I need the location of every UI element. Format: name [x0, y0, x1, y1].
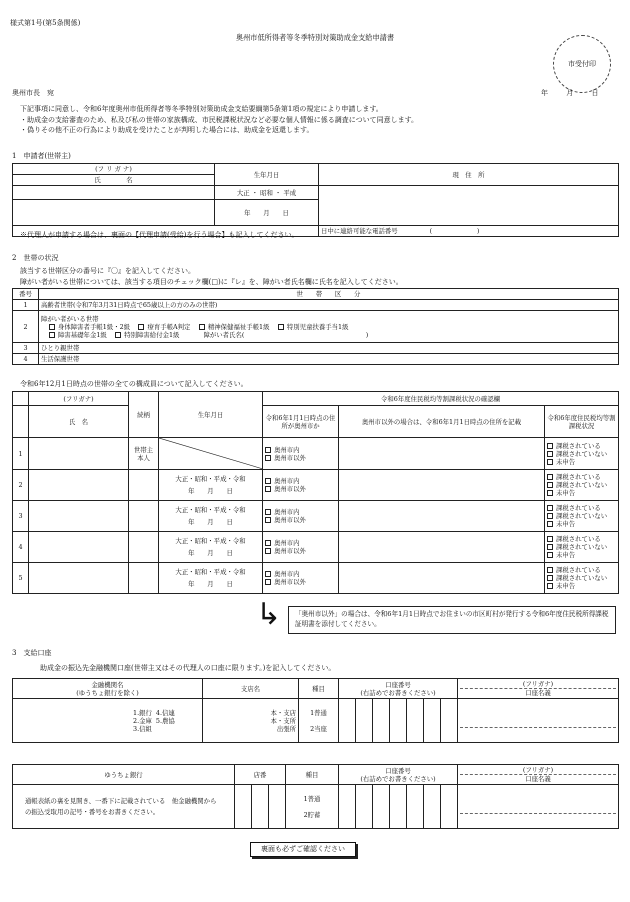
bank-type[interactable]: 5.農協	[155, 716, 175, 725]
row-number[interactable]: 4	[13, 354, 39, 365]
yucho-account-hint: (右詰めでお書きください)	[360, 774, 436, 783]
see-reverse-notice: 裏面も必ずご確認ください	[250, 842, 356, 857]
outside-address-question: 奥州市以外の場合は、令和6年1月1日時点の住所を記載	[339, 406, 545, 438]
status-taxed: 課税されている	[556, 441, 601, 450]
bank-account-table	[12, 678, 619, 743]
member-row-number: 4	[13, 532, 29, 563]
yucho-holder-label: 口座名義	[525, 775, 551, 783]
address-label: 現 住 所	[319, 164, 619, 186]
household-type-table	[12, 288, 619, 365]
member-furigana-label: (フリガナ)	[29, 392, 129, 406]
arrow-icon: ↳	[256, 597, 282, 632]
status-options	[545, 563, 619, 594]
yucho-holder-input[interactable]	[458, 785, 619, 829]
check-label: 療育手帳A判定	[147, 322, 191, 331]
option-in: 奥州市内	[274, 508, 300, 516]
ymd-label: 年 月 日	[188, 487, 233, 495]
member-name-input[interactable]	[29, 563, 129, 594]
checkbox[interactable]	[547, 451, 553, 457]
branch-type[interactable]: 本・支店	[270, 708, 296, 717]
holder-label: 口座名義	[525, 689, 551, 697]
member-dob-label: 生年月日	[159, 392, 263, 438]
member-dob[interactable]	[159, 532, 263, 563]
yucho-table	[12, 764, 619, 829]
page-title: 奥州市低所得者等冬季特別対策助成金支給申請書	[235, 33, 395, 42]
instruction-line: 障がい者がいる世帯については、該当する項目のチェック欄(□)に『レ』を、障がい者氏名欄に氏名を記入してください。	[20, 277, 403, 286]
checkbox[interactable]	[138, 324, 144, 330]
store-digit[interactable]	[269, 785, 286, 829]
era-options: 大正・昭和・平成・令和	[175, 537, 246, 545]
stamp-label: 市受付印	[568, 59, 596, 68]
section3-intro: 助成金の振込先金融機関口座(世帯主又はその代理人の口座に限ります。)を記入してください。	[40, 664, 336, 672]
bank-type-options	[133, 709, 200, 733]
store-number-label: 店番	[235, 765, 286, 785]
account-digit[interactable]	[441, 699, 458, 743]
status-undeclared: 未申告	[556, 520, 576, 528]
branch-label: 支店名	[203, 679, 299, 699]
bank-name-sub: (ゆうちょ銀行を除く)	[76, 688, 139, 697]
checkbox[interactable]	[547, 513, 553, 519]
checkbox[interactable]	[265, 478, 271, 484]
account-digit[interactable]	[424, 785, 441, 829]
option-out: 奥州市以外	[274, 547, 306, 555]
era-options[interactable]: 大正 ・ 昭和 ・ 平成	[215, 186, 319, 200]
checkbox[interactable]	[115, 332, 121, 338]
category-disabled	[39, 311, 619, 343]
row-number[interactable]: 2	[13, 311, 39, 343]
intro-text	[20, 104, 418, 136]
kind-label: 種目	[299, 679, 339, 699]
member-dob[interactable]	[159, 501, 263, 532]
col-number: 番号	[13, 289, 39, 300]
category-elderly: 高齢者世帯(令和7年3月31日時点で65歳以上の方のみの世帯)	[39, 300, 619, 311]
status-taxed: 課税されている	[556, 473, 601, 481]
account-number-header	[339, 679, 458, 699]
check-label: 身体障害者手帳1級・2級	[58, 322, 131, 331]
option-in: 奥州市内	[274, 477, 300, 485]
yucho-account-header	[339, 765, 458, 785]
yucho-account-label: 口座番号	[385, 766, 411, 775]
name-input[interactable]	[13, 200, 215, 226]
status-undeclared: 未申告	[556, 551, 576, 559]
account-number-label: 口座番号	[385, 680, 411, 689]
yucho-holder-header	[458, 765, 619, 785]
bank-type[interactable]: 2.金庫	[133, 716, 152, 725]
status-not-taxed: 課税されていない	[556, 512, 608, 520]
account-digit[interactable]	[373, 699, 390, 743]
residence-options	[263, 470, 339, 501]
checkbox[interactable]	[49, 332, 55, 338]
branch-input[interactable]	[203, 699, 299, 743]
status-undeclared: 未申告	[556, 457, 576, 466]
relation-label: 続柄	[129, 392, 159, 438]
relation-input[interactable]	[129, 563, 159, 594]
status-taxed: 課税されている	[556, 504, 601, 512]
checkbox[interactable]	[547, 459, 553, 465]
status-not-taxed: 課税されていない	[556, 543, 608, 551]
yucho-kind-option[interactable]: 1普通	[303, 794, 321, 803]
bank-type[interactable]: 4.信連	[155, 708, 175, 717]
account-digit[interactable]	[407, 785, 424, 829]
checkbox[interactable]	[265, 509, 271, 515]
ymd-label: 年 月 日	[188, 518, 233, 526]
residence-question: 令和6年1月1日時点の住所が奥州市か	[263, 406, 339, 438]
row-number[interactable]: 1	[13, 300, 39, 311]
status-not-taxed: 課税されていない	[556, 449, 608, 458]
status-options	[545, 532, 619, 563]
ymd-label: 年 月 日	[188, 549, 233, 557]
intro-line: ・助成金の支給審査のため、私及び私の世帯の家族構成、市民税課税状況など必要な個人情報に係る調査について同意します。	[20, 115, 419, 124]
option-in: 奥州市内	[274, 445, 300, 454]
phone-field[interactable]: 日中に連絡可能な電話番号 ( )	[319, 226, 619, 237]
option-out: 奥州市以外	[274, 516, 306, 524]
addressee: 奥州市長 宛	[12, 89, 54, 97]
reception-stamp	[553, 35, 611, 93]
checkbox[interactable]	[547, 552, 553, 558]
checkbox[interactable]	[547, 474, 553, 480]
bank-name-header	[13, 679, 203, 699]
outside-address-input[interactable]	[339, 532, 545, 563]
proxy-note: ※代理人が申請する場合は、裏面の【代理申請(受給)を行う場合】も記入してください。	[20, 231, 299, 239]
status-options	[545, 470, 619, 501]
holder-furigana-label: (フリガナ)	[460, 680, 616, 689]
outside-address-input[interactable]	[339, 438, 545, 470]
dob-not-required	[159, 438, 263, 470]
checkbox[interactable]	[265, 455, 271, 461]
section2-instructions	[20, 266, 403, 288]
date-fields	[541, 89, 598, 98]
account-digit[interactable]	[339, 785, 356, 829]
relation-input[interactable]	[129, 532, 159, 563]
member-dob[interactable]	[159, 563, 263, 594]
checkbox[interactable]	[547, 505, 553, 511]
intro-line: ・偽りその他不正の行為により助成を受けたことが判明した場合には、助成金を返還します。	[20, 126, 314, 134]
checkbox[interactable]	[265, 540, 271, 546]
diagonal-line	[159, 438, 263, 469]
holder-furigana-input[interactable]	[460, 714, 616, 728]
member-name-input[interactable]	[29, 438, 129, 470]
disability-checks-row2	[41, 331, 616, 339]
dob-ymd[interactable]: 年 月 日	[215, 200, 319, 226]
members-table	[12, 391, 619, 594]
checkbox[interactable]	[547, 536, 553, 542]
checkbox[interactable]	[49, 324, 55, 330]
store-digit[interactable]	[252, 785, 269, 829]
outside-city-note: 「奥州市以外」の場合は、令和6年1月1日時点でお住まいの市区町村が発行する令和6年度住民税所得課税証明書を添付してください。	[288, 606, 616, 634]
bank-type[interactable]: 1.銀行	[133, 708, 152, 717]
category-welfare: 生活保護世帯	[39, 354, 619, 365]
checkbox[interactable]	[547, 482, 553, 488]
check-label: 障害基礎年金1級	[58, 330, 107, 339]
bank-name-input[interactable]	[13, 699, 203, 743]
checkbox[interactable]	[547, 567, 553, 573]
disabled-name-field[interactable]: 障がい者氏名( )	[203, 330, 369, 339]
member-name-input[interactable]	[29, 532, 129, 563]
checkbox[interactable]	[278, 324, 284, 330]
checkbox[interactable]	[265, 548, 271, 554]
checkbox[interactable]	[547, 490, 553, 496]
section3-heading: 3 支給口座	[12, 649, 52, 657]
member-row-number: 2	[13, 470, 29, 501]
relation-input[interactable]	[129, 470, 159, 501]
kind-option[interactable]: 1普通	[310, 708, 327, 717]
option-out: 奥州市以外	[274, 578, 306, 586]
row-number[interactable]: 3	[13, 343, 39, 354]
option-in: 奥州市内	[274, 570, 300, 578]
era-options: 大正・昭和・平成・令和	[175, 506, 246, 514]
status-options	[545, 501, 619, 532]
yucho-kind-option[interactable]: 2貯蓄	[303, 810, 321, 819]
member-name-input[interactable]	[29, 470, 129, 501]
kind-option[interactable]: 2当座	[310, 724, 327, 733]
check-label: 精神保健福祉手帳1級	[207, 322, 270, 331]
account-digit[interactable]	[407, 699, 424, 743]
blank-cell	[13, 392, 29, 406]
status-taxed: 課税されている	[556, 535, 601, 543]
furigana-input[interactable]	[13, 186, 215, 200]
year-label: 年	[541, 89, 548, 97]
member-row-number: 1	[13, 438, 29, 470]
kind-options	[299, 699, 339, 743]
checkbox[interactable]	[265, 517, 271, 523]
account-digit[interactable]	[356, 699, 373, 743]
section1-heading: 1 申請者(世帯主)	[12, 152, 71, 160]
status-taxed: 課税されている	[556, 566, 601, 574]
account-number-hint: (右詰めでお書きください)	[360, 688, 436, 697]
category-single-parent: ひとり親世帯	[39, 343, 619, 354]
checkbox[interactable]	[547, 583, 553, 589]
account-digit[interactable]	[390, 699, 407, 743]
checkbox[interactable]	[265, 486, 271, 492]
status-undeclared: 未申告	[556, 582, 576, 590]
members-intro: 令和6年12月1日時点の世帯の全ての構成員について記入してください。	[20, 380, 248, 388]
address-input[interactable]	[319, 186, 619, 226]
section2-heading: 2 世帯の状況	[12, 254, 59, 262]
form-number: 様式第1号(第5条関係)	[10, 19, 81, 27]
residence-options	[263, 438, 339, 470]
account-digit[interactable]	[424, 699, 441, 743]
checkbox[interactable]	[547, 443, 553, 449]
head-relation: 世帯主本人	[129, 438, 159, 470]
disability-checks-row1	[41, 323, 616, 331]
yucho-note: 通帳表紙の裏を見開き、一番下に記載されている 他金融機関からの振込受取用の記号・番号をお書きください。	[13, 785, 235, 829]
bank-type[interactable]: 3.信組	[133, 724, 152, 733]
relation-input[interactable]	[129, 501, 159, 532]
checkbox[interactable]	[265, 447, 271, 453]
option-out: 奥州市以外	[274, 453, 306, 462]
branch-type[interactable]: 出張所	[276, 724, 296, 733]
holder-header	[458, 679, 619, 699]
status-question: 令和6年度住民税均等割課税状況	[545, 406, 619, 438]
checkbox[interactable]	[199, 324, 205, 330]
ymd-label: 年 月 日	[188, 580, 233, 588]
category-disabled-label: 障がい者がいる世帯	[41, 314, 99, 323]
col-category: 世 帯 区 分	[39, 289, 619, 300]
member-name-input[interactable]	[29, 501, 129, 532]
tax-status-header: 令和6年度住民税均等割課税状況の確認欄	[263, 392, 619, 406]
member-row-number: 3	[13, 501, 29, 532]
account-digit[interactable]	[441, 785, 458, 829]
residence-options	[263, 563, 339, 594]
checkbox[interactable]	[265, 579, 271, 585]
account-digit[interactable]	[339, 699, 356, 743]
check-label: 特別児童扶養手当1級	[286, 322, 349, 331]
bank-name-label: 金融機関名	[91, 680, 124, 689]
applicant-table	[12, 163, 619, 237]
intro-line: 下記事項に同意し、令和6年度奥州市低所得者等冬季特別対策助成金支給要綱第5条第1項の規定により申請します。	[20, 105, 383, 113]
outside-address-input[interactable]	[339, 501, 545, 532]
instruction-line: 該当する世帯区分の番号に『〇』を記入してください。	[20, 267, 195, 275]
month-label: 月	[566, 89, 574, 97]
furigana-label: (フ リ ガ ナ)	[13, 164, 215, 175]
holder-input[interactable]	[458, 699, 619, 743]
outside-address-input[interactable]	[339, 470, 545, 501]
blank-cell	[13, 406, 29, 438]
residence-options	[263, 501, 339, 532]
era-options: 大正・昭和・平成・令和	[175, 568, 246, 576]
account-digit[interactable]	[390, 785, 407, 829]
member-name-label: 氏 名	[29, 406, 129, 438]
dob-label: 生年月日	[215, 164, 319, 186]
member-row-number: 5	[13, 563, 29, 594]
member-dob[interactable]	[159, 470, 263, 501]
account-digit[interactable]	[373, 785, 390, 829]
status-undeclared: 未申告	[556, 489, 576, 497]
account-digit[interactable]	[356, 785, 373, 829]
yucho-label: ゆうちょ銀行	[13, 765, 235, 785]
name-label: 氏 名	[13, 175, 215, 186]
yucho-kind-options	[286, 785, 339, 829]
residence-options	[263, 532, 339, 563]
option-out: 奥州市以外	[274, 485, 306, 493]
branch-type[interactable]: 本・支所	[270, 716, 296, 725]
store-digit[interactable]	[235, 785, 252, 829]
yucho-holder-furigana-label: (フリガナ)	[460, 766, 616, 775]
check-label: 特別障害給付金1級	[124, 330, 180, 339]
status-options	[545, 438, 619, 470]
option-in: 奥州市内	[274, 539, 300, 547]
era-options: 大正・昭和・平成・令和	[175, 475, 246, 483]
yucho-kind-label: 種目	[286, 765, 339, 785]
status-not-taxed: 課税されていない	[556, 574, 608, 582]
day-label: 日	[591, 89, 599, 97]
status-not-taxed: 課税されていない	[556, 481, 608, 489]
checkbox[interactable]	[547, 575, 553, 581]
checkbox[interactable]	[265, 571, 271, 577]
checkbox[interactable]	[547, 521, 553, 527]
yucho-holder-furigana-input[interactable]	[460, 800, 616, 814]
checkbox[interactable]	[547, 544, 553, 550]
outside-address-input[interactable]	[339, 563, 545, 594]
